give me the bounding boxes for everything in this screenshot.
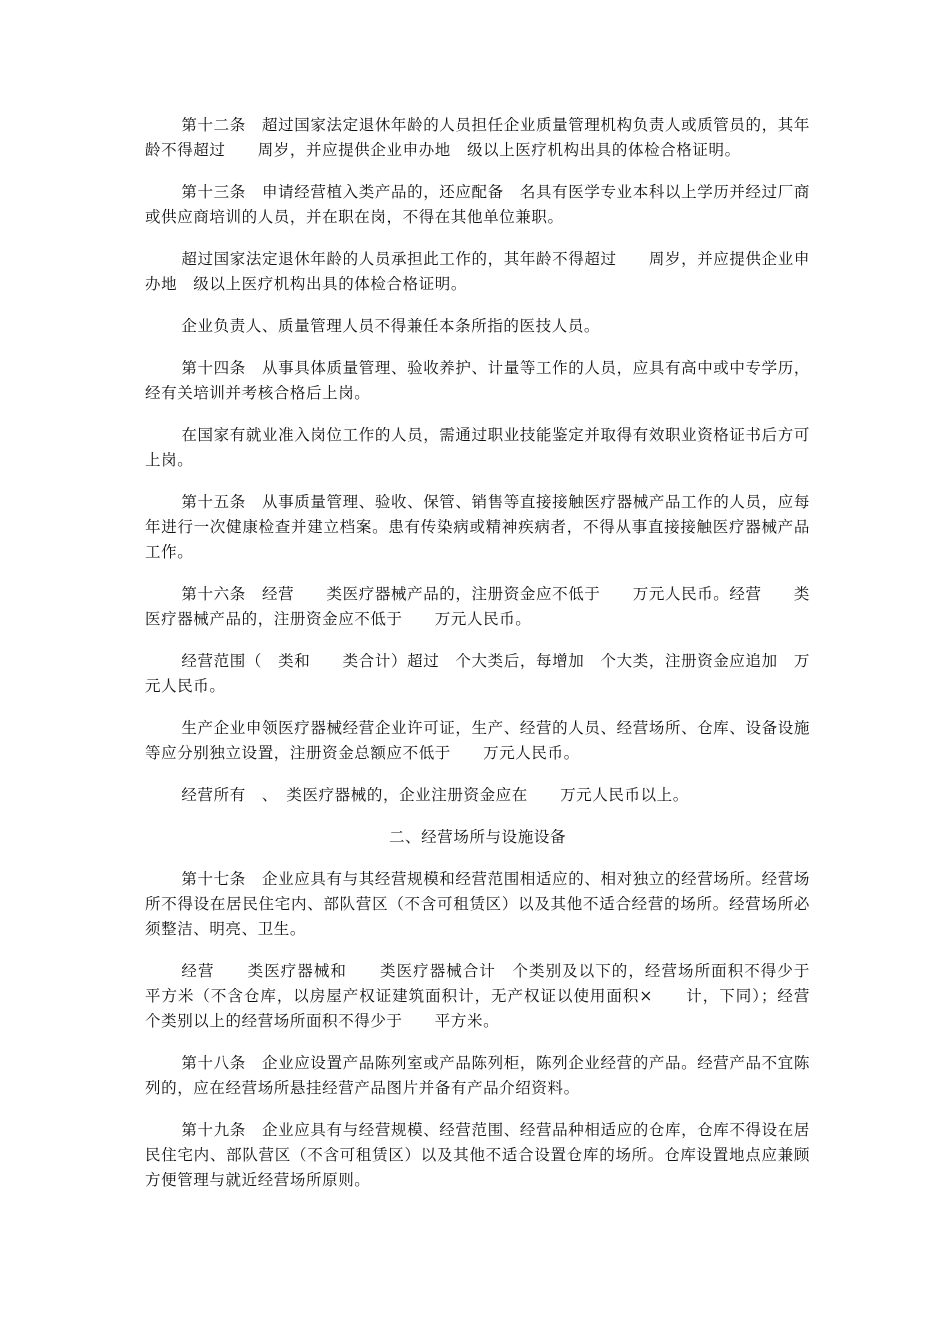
article-13-no-concurrent-role: 企业负责人、质量管理人员不得兼任本条所指的医技人员。 [181,317,601,335]
article-19: 第十九条 企业应具有与经营规模、经营范围、经营品种相适应的仓库，仓库不得设在居民住宅内、部队营区（不含可租赁区）以及其他不适合设置仓库的场所。仓库设置地点应兼顾方便管理与就近经营场所原则。 [145,1121,810,1189]
article-18: 第十八条 企业应设置产品陈列室或产品陈列柜，陈列企业经营的产品。经营产品不宜陈列的，应在经营场所悬挂经营产品图片并备有产品介绍资料。 [145,1054,810,1097]
article-16-all-classes: 经营所有 、 类医疗器械的，企业注册资金应在 万元人民币以上。 [181,786,689,804]
article-14-certification: 在国家有就业准入岗位工作的人员，需通过职业技能鉴定并取得有效职业资格证书后方可上岗。 [145,426,810,469]
article-17: 第十七条 企业应具有与其经营规模和经营范围相适应的、相对独立的经营场所。经营场所不得设在居民住宅内、部队营区（不含可租赁区）以及其他不适合经营的场所。经营场所必须整洁、明亮、卫生。 [145,870,810,938]
article-14: 第十四条 从事具体质量管理、验收养护、计量等工作的人员，应具有高中或中专学历，经有关培训并考核合格后上岗。 [145,359,810,402]
article-16-scope-capital: 经营范围（ 类和 类合计）超过 个大类后，每增加 个大类，注册资金应追加 万元人民币。 [145,652,810,695]
article-16-manufacturer-license: 生产企业申领医疗器械经营企业许可证，生产、经营的人员、经营场所、仓库、设备设施等应分别独立设置，注册资金总额应不低于 万元人民币。 [145,719,810,762]
article-13: 第十三条 申请经营植入类产品的，还应配备 名具有医学专业本科以上学历并经过厂商或供应商培训的人员，并在职在岗，不得在其他单位兼职。 [145,183,810,226]
article-12: 第十二条 超过国家法定退休年龄的人员担任企业质量管理机构负责人或质管员的，其年龄不得超过 周岁，并应提供企业申办地 级以上医疗机构出具的体检合格证明。 [145,116,810,159]
section-heading: 二、经营场所与设施设备 [388,828,567,846]
article-17-area: 经营 类医疗器械和 类医疗器械合计 个类别及以下的，经营场所面积不得少于 平方米（不含仓库，以房屋产权证建筑面积计，无产权证以使用面积× 计，下同）；经营 个类别以上的经营场所面积不得少于 平方米。 [145,962,827,1030]
article-13-age-limit: 超过国家法定退休年龄的人员承担此工作的，其年龄不得超过 周岁，并应提供企业申办地 级以上医疗机构出具的体检合格证明。 [145,250,810,293]
document-body [145,113,827,1210]
article-15: 第十五条 从事质量管理、验收、保管、销售等直接接触医疗器械产品工作的人员，应每年进行一次健康检查并建立档案。患有传染病或精神疾病者，不得从事直接接触医疗器械产品工作。 [145,493,810,561]
article-16: 第十六条 经营 类医疗器械产品的，注册资金应不低于 万元人民币。经营 类医疗器械产品的，注册资金应不低于 万元人民币。 [145,585,810,628]
